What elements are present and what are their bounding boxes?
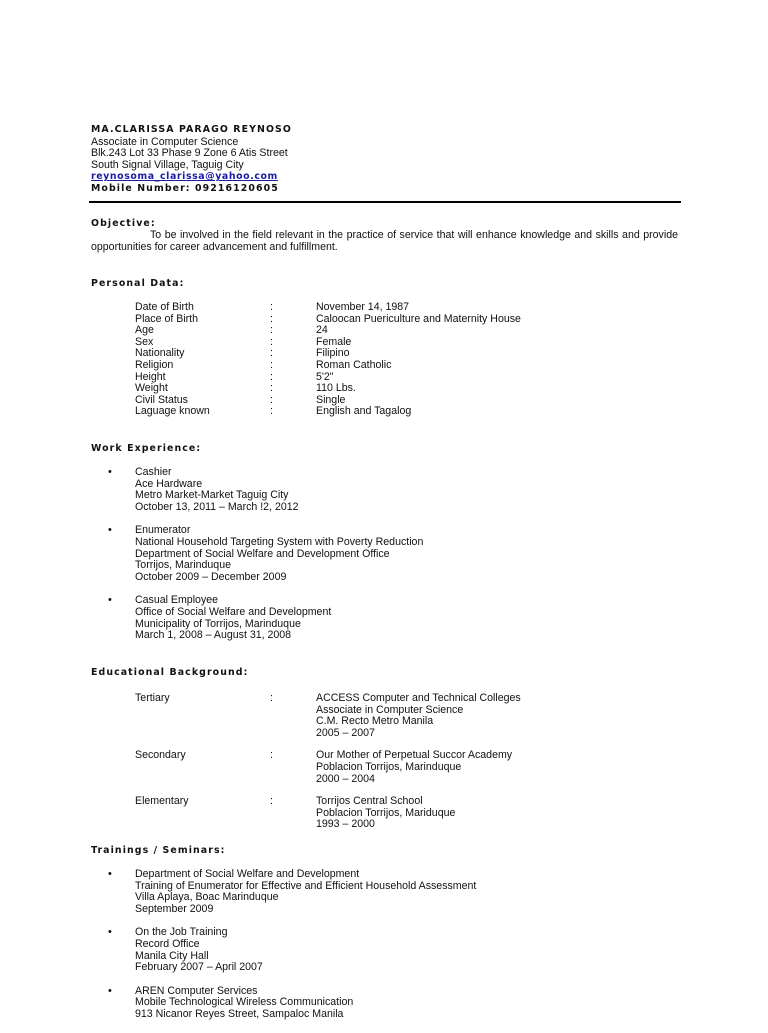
trainings-list [108, 869, 688, 1033]
personal-data-row [135, 302, 695, 314]
resume-header [91, 124, 681, 195]
bullet-icon: • [108, 594, 112, 607]
personal-data-value: Caloocan Puericulture and Maternity House [316, 312, 521, 325]
list-item-line: Villa Aplaya, Boac Marinduque [135, 891, 279, 904]
personal-data-label: Date of Birth [135, 301, 194, 313]
education-row [135, 796, 695, 831]
personal-data-colon: : [270, 370, 273, 383]
education-colon: : [270, 692, 273, 704]
list-item-line: AREN Computer Services [135, 984, 258, 997]
personal-data-title: Personal Data: [91, 278, 185, 289]
education-detail-line: Our Mother of Perpetual Succor Academy [316, 749, 513, 762]
list-item-line: September 2009 [135, 902, 214, 915]
list-item-line: Department of Social Welfare and Development Office [135, 547, 390, 560]
applicant-name: MA.CLARISSA PARAGO REYNOSO [91, 124, 292, 135]
education-detail-line: Torrijos Central School [316, 795, 423, 808]
personal-data-row [135, 314, 695, 326]
personal-data-row [135, 395, 695, 407]
list-item [108, 525, 688, 583]
work-experience-list [108, 467, 688, 654]
list-item-line: October 2009 – December 2009 [135, 570, 287, 583]
personal-data-colon: : [270, 312, 273, 325]
education-details [316, 750, 695, 785]
bullet-icon: • [108, 868, 112, 880]
personal-data-colon: : [270, 393, 273, 406]
education-level: Secondary [135, 749, 186, 762]
list-item-line: Manila City Hall [135, 949, 209, 962]
personal-data-row [135, 372, 695, 384]
personal-data-colon: : [270, 382, 273, 395]
list-item-line: Ace Hardware [135, 477, 203, 490]
personal-data-value: 24 [316, 324, 328, 337]
list-item [108, 927, 688, 973]
personal-data-value: Roman Catholic [316, 358, 392, 371]
list-item-line: Cashier [135, 466, 172, 478]
email-link[interactable]: reynosoma_clarissa@yahoo.com [91, 171, 278, 183]
personal-data-label: Weight [135, 382, 168, 395]
personal-data-row [135, 337, 695, 349]
personal-data-label: Height [135, 370, 166, 383]
education-level: Tertiary [135, 692, 170, 704]
list-item-line: February 2007 – April 2007 [135, 961, 263, 974]
personal-data-table [135, 302, 695, 418]
work-experience-title: Work Experience: [91, 443, 202, 454]
mobile-number: Mobile Number: 09216120605 [91, 183, 279, 195]
list-item-line: Office of Social Welfare and Development [135, 605, 332, 618]
list-item-line: Record Office [135, 937, 200, 950]
personal-data-value: 110 Lbs. [316, 382, 356, 395]
list-item [108, 986, 688, 1021]
personal-data-label: Civil Status [135, 393, 188, 406]
list-item-line: Casual Employee [135, 594, 219, 607]
list-item [108, 595, 688, 641]
personal-data-value: 5'2" [316, 370, 334, 383]
personal-data-value: November 14, 1987 [316, 301, 410, 313]
personal-data-label: Place of Birth [135, 312, 199, 325]
personal-data-row [135, 348, 695, 360]
personal-data-colon: : [270, 301, 273, 313]
objective-text: To be involved in the field relevant in the practice of service that will enhance knowledge and skills and provide opportunities for career advancement and fulfillment. [91, 229, 678, 253]
education-detail-line: 2000 – 2004 [316, 772, 375, 785]
personal-data-row [135, 383, 695, 395]
list-item-line: Mobile Technological Wireless Communication [135, 996, 354, 1009]
personal-data-value: Single [316, 393, 346, 406]
applicant-degree: Associate in Computer Science [91, 135, 239, 148]
education-detail-line: 2005 – 2007 [316, 726, 375, 739]
education-detail-line: Poblacion Torrijos, Mariduque [316, 806, 456, 819]
trainings-title: Trainings / Seminars: [91, 845, 226, 856]
bullet-icon: • [108, 984, 112, 997]
education-colon: : [270, 749, 273, 762]
personal-data-label: Nationality [135, 347, 185, 360]
list-item-line: Enumerator [135, 524, 191, 537]
education-table [135, 693, 695, 842]
list-item-line: National Household Targeting System with Poverty Reduction [135, 535, 424, 548]
education-row [135, 693, 695, 739]
list-item-line: March 1, 2008 – August 31, 2008 [135, 629, 292, 642]
list-item-line: Torrijos, Marinduque [135, 559, 231, 572]
education-detail-line: Associate in Computer Science [316, 703, 464, 716]
list-item-line: Municipality of Torrijos, Marinduque [135, 617, 301, 630]
personal-data-label: Religion [135, 358, 174, 371]
personal-data-colon: : [270, 358, 273, 371]
header-divider [89, 201, 681, 203]
personal-data-colon: : [270, 324, 273, 337]
bullet-icon: • [108, 466, 112, 478]
personal-data-row [135, 406, 695, 418]
personal-data-label: Sex [135, 335, 154, 348]
list-item-line: Department of Social Welfare and Development [135, 868, 360, 880]
personal-data-colon: : [270, 347, 273, 360]
education-detail-line: Poblacion Torrijos, Marinduque [316, 760, 462, 773]
list-item [108, 869, 688, 915]
education-details [316, 693, 695, 739]
personal-data-row [135, 325, 695, 337]
personal-data-value: English and Tagalog [316, 405, 412, 418]
personal-data-colon: : [270, 335, 273, 348]
list-item-line: On the Job Training [135, 926, 228, 939]
list-item-line: Metro Market-Market Taguig City [135, 489, 289, 502]
list-item-line: Training of Enumerator for Effective and Efficient Household Assessment [135, 879, 477, 892]
bullet-icon: • [108, 926, 112, 939]
personal-data-value: Filipino [316, 347, 350, 360]
list-item [108, 467, 688, 513]
education-level: Elementary [135, 795, 189, 808]
address-line-2: South Signal Village, Taguig City [91, 158, 244, 171]
personal-data-colon: : [270, 405, 273, 418]
objective-title: Objective: [91, 218, 156, 229]
personal-data-label: Age [135, 324, 154, 337]
personal-data-value: Female [316, 335, 352, 348]
address-line-1: Blk.243 Lot 33 Phase 9 Zone 6 Atis Street [91, 147, 288, 160]
education-detail-line: ACCESS Computer and Technical Colleges [316, 692, 521, 704]
education-details [316, 796, 695, 831]
bullet-icon: • [108, 524, 112, 537]
education-row [135, 750, 695, 785]
list-item-line: 913 Nicanor Reyes Street, Sampaloc Manila [135, 1007, 344, 1020]
education-colon: : [270, 795, 273, 808]
personal-data-label: Laguage known [135, 405, 210, 418]
personal-data-row [135, 360, 695, 372]
education-title: Educational Background: [91, 667, 249, 678]
education-detail-line: C.M. Recto Metro Manila [316, 715, 434, 728]
education-detail-line: 1993 – 2000 [316, 818, 375, 831]
list-item-line: October 13, 2011 – March !2, 2012 [135, 500, 299, 513]
